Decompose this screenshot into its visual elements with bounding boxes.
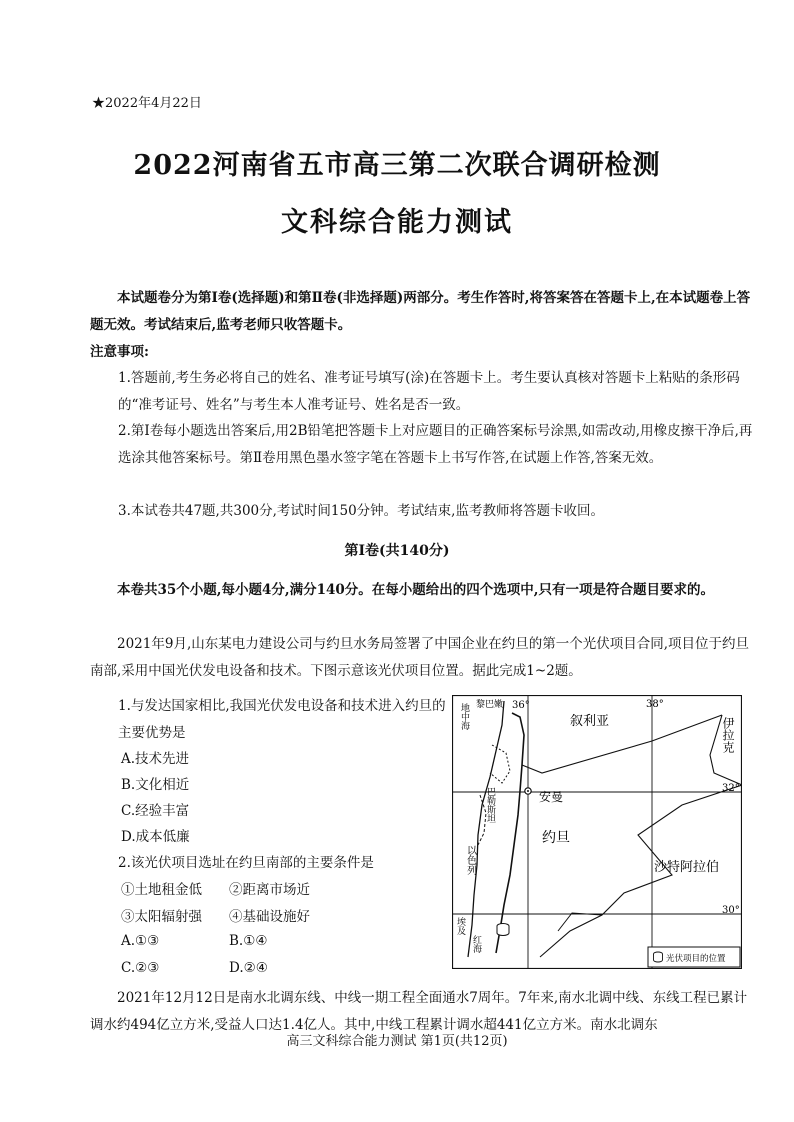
q2-option-a: A.①③ — [121, 933, 160, 949]
legend-label: 光伏项目的位置 — [666, 954, 726, 964]
label-egypt: 埃及 — [455, 917, 465, 935]
q2-condition-2: ②距离市场近 — [229, 882, 310, 898]
q2-option-b: B.①④ — [229, 933, 268, 949]
q2-option-c: C.②③ — [121, 960, 160, 976]
q2-option-d: D.②④ — [229, 960, 268, 976]
solar-project-marker — [497, 924, 509, 936]
label-saudi-arabia: 沙特阿拉伯 — [654, 860, 720, 875]
q1-option-d: D.成本低廉 — [121, 829, 190, 845]
exam-intro: 本试题卷分为第Ⅰ卷(选择题)和第Ⅱ卷(非选择题)两部分。考生作答时,将答案答在答题卡上,在本试题卷上答题无效。考试结束后,监考老师只收答题卡。 — [90, 290, 751, 333]
q1-option-b: B.文化相近 — [121, 777, 190, 793]
section-heading: 第Ⅰ卷(共140分) — [344, 543, 450, 559]
label-israel: 以色列 — [464, 845, 476, 875]
jordan-solar-map — [452, 695, 742, 969]
section-description: 本卷共35个小题,每小题4分,满分140分。在每小题给出的四个选项中,只有一项是符合题目要求的。 — [117, 582, 714, 598]
q1-option-c: C.经验丰富 — [121, 803, 190, 819]
label-jordan: 约旦 — [542, 830, 570, 846]
label-mediterranean: 地中海 — [459, 703, 469, 730]
page-footer: 高三文科综合能力测试 第1页(共12页) — [286, 1034, 508, 1049]
notice-item-2: 2.第Ⅰ卷每小题选出答案后,用2B铅笔把答题卡上对应题目的正确答案标号涂黑,如需改动,用橡皮擦干净后,再选涂其他答案标号。第Ⅱ卷用黑色墨水签字笔在答题卡上书写作答,在试题上作答,答案无效。 — [118, 423, 753, 466]
label-palestine: 巴勒斯坦 — [485, 787, 495, 823]
label-lon38: 38° — [646, 699, 664, 710]
page-title: 2022河南省五市高三第二次联合调研检测 — [133, 150, 661, 181]
q2-condition-1: ①土地租金低 — [121, 882, 202, 898]
question-context-2: 2021年12月12日是南水北调东线、中线一期工程全面通水7周年。7年来,南水北调中线、东线工程已累计调水约494亿立方米,受益人口达1.4亿人。其中,中线工程累计调水超441亿立方米。南水北调东 — [90, 990, 748, 1033]
label-syria: 叙利亚 — [570, 714, 610, 729]
label-lon36: 36° — [512, 700, 530, 711]
amman-marker-dot — [527, 790, 529, 792]
label-iraq: 伊拉克 — [721, 717, 735, 753]
question-1-stem: 1.与发达国家相比,我国光伏发电设备和技术进入约旦的主要优势是 — [118, 698, 446, 741]
label-amman: 安曼 — [539, 790, 564, 804]
notice-heading: 注意事项: — [90, 344, 149, 360]
q2-condition-4: ④基础设施好 — [229, 909, 310, 925]
exam-date: ★2022年4月22日 — [92, 96, 202, 111]
label-red-sea: 红海 — [471, 935, 481, 953]
notice-item-3: 3.本试卷共47题,共300分,考试时间150分钟。考试结束,监考教师将答题卡收回。 — [118, 503, 604, 519]
question-context-1: 2021年9月,山东某电力建设公司与约旦水务局签署了中国企业在约旦的第一个光伏项目合同,项目位于约旦南部,采用中国光伏发电设备和技术。下图示意该光伏项目位置。据此完成1~2题。 — [90, 636, 750, 679]
q1-option-a: A.技术先进 — [121, 751, 190, 767]
page-subtitle: 文科综合能力测试 — [281, 207, 513, 238]
label-lat32: 32° — [722, 783, 740, 794]
map-frame — [453, 696, 742, 969]
q2-condition-3: ③太阳辐射强 — [121, 909, 202, 925]
legend-solar-icon — [654, 952, 663, 962]
question-2-stem: 2.该光伏项目选址在约旦南部的主要条件是 — [118, 855, 374, 871]
label-lat30: 30° — [722, 905, 740, 916]
notice-item-1: 1.答题前,考生务必将自己的姓名、准考证号填写(涂)在答题卡上。考生要认真核对答题卡上粘贴的条形码的“准考证号、姓名”与考生本人准考证号、姓名是否一致。 — [118, 370, 740, 413]
label-lebanon: 黎巴嫩 — [476, 700, 504, 710]
